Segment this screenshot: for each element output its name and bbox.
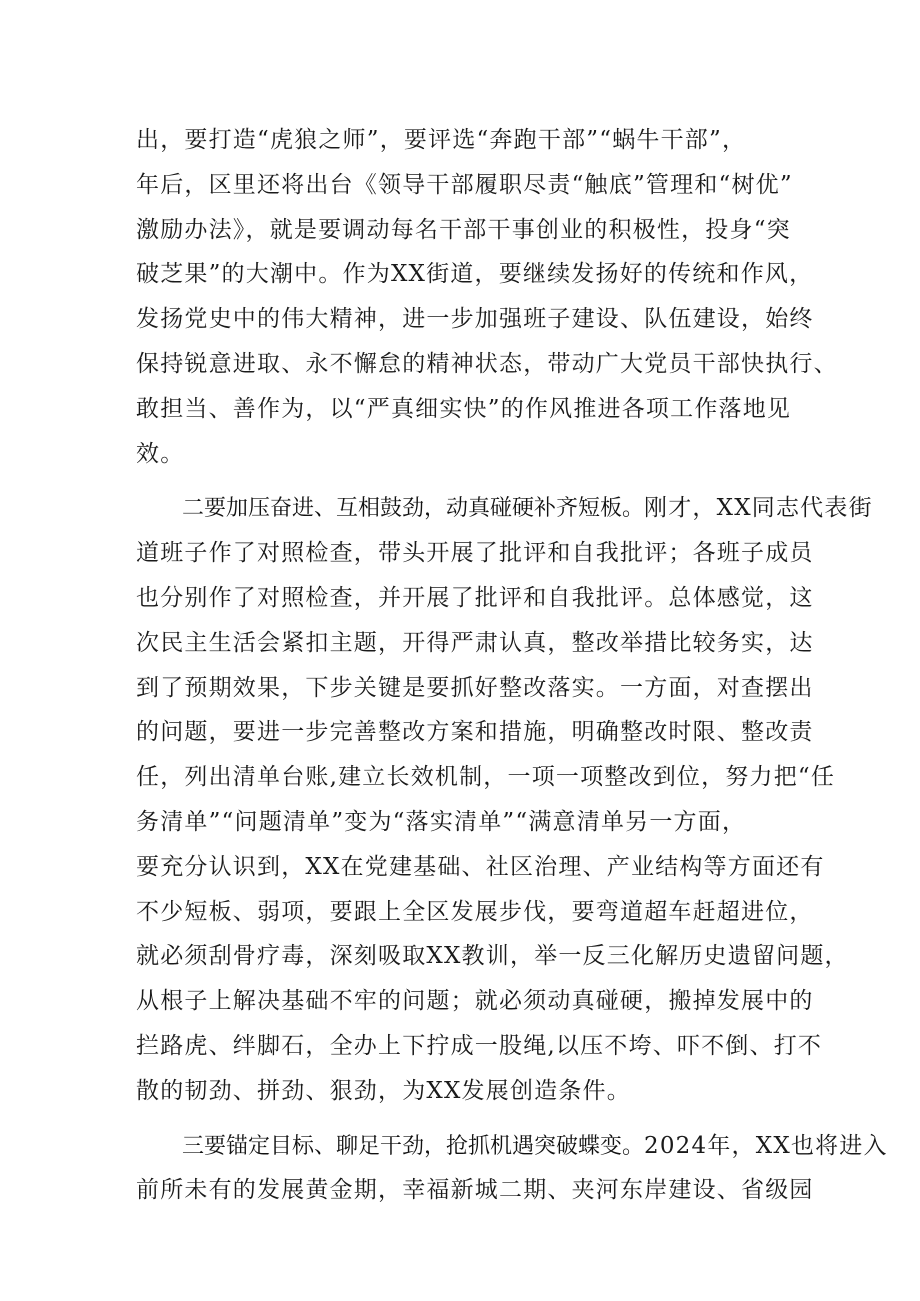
text-line: 保持锐意进取、永不懈怠的精神状态，带动广大党员干部快执行、 xyxy=(136,350,838,377)
text-line: 敢担当、善作为，以“严真细实快”的作风推进各项工作落地见 xyxy=(136,395,792,422)
text-line: 到了预期效果，下步关键是要抓好整改落实。一方面，对查摆出 xyxy=(136,674,814,701)
paragraph-3 xyxy=(136,1124,888,1214)
text-line-first xyxy=(136,486,873,531)
paragraph-1 xyxy=(136,118,838,476)
text-run: 2024年，XX也将进入 xyxy=(644,1132,888,1159)
paragraph-heading: 二要加压奋进、互相鼓劲，动真碰硬补齐短板。 xyxy=(182,496,645,522)
document-body xyxy=(136,118,888,1213)
text-line: 效。 xyxy=(136,440,185,467)
text-line: 年后，区里还将出台《领导干部履职尽责“触底”管理和“树优” xyxy=(136,171,793,198)
text-line: 就必须刮骨疗毒，深刻吸取XX教训，举一反三化解历史遗留问题， xyxy=(136,943,849,970)
text-line: 拦路虎、绊脚石，全办上下拧成一股绳,以压不垮、吓不倒、打不 xyxy=(136,1032,823,1059)
text-run: 刚才，XX同志代表街 xyxy=(644,495,873,522)
text-line: 也分别作了对照检查，并开展了批评和自我批评。总体感觉，这 xyxy=(136,584,814,611)
text-line: 激励办法》，就是要调动每名干部干事创业的积极性，投身“突 xyxy=(136,216,791,243)
paragraph-gap xyxy=(136,476,792,486)
text-line: 不少短板、弱项，要跟上全区发展步伐，要弯道超车赶超进位， xyxy=(136,898,814,925)
text-line: 要充分认识到，XX在党建基础、社区治理、产业结构等方面还有 xyxy=(136,853,825,880)
text-line: 发扬党史中的伟大精神，进一步加强班子建设、队伍建设，始终 xyxy=(136,306,814,333)
text-line-first xyxy=(136,1124,888,1169)
text-line: 次民主生活会紧扣主题，开得严肃认真，整改举措比较务实，达 xyxy=(136,629,814,656)
text-line: 的问题，要进一步完善整改方案和措施，明确整改时限、整改责 xyxy=(136,719,814,746)
text-line: 出，要打造“虎狼之师”，要评选“奔跑干部”“蜗牛干部”， xyxy=(136,127,747,153)
paragraph-2 xyxy=(136,486,873,1113)
paragraph-heading: 三要锚定目标、聊足干劲，抢抓机遇突破蝶变。 xyxy=(182,1133,645,1159)
text-line: 道班子作了对照检查，带头开展了批评和自我批评；各班子成员 xyxy=(136,540,814,567)
text-line: 从根子上解决基础不牢的问题；就必须动真碰硬，搬掉发展中的 xyxy=(136,988,814,1015)
text-line: 务清单”“问题清单”变为“落实清单”“满意清单另一方面， xyxy=(136,808,747,835)
text-line: 前所未有的发展黄金期，幸福新城二期、夹河东岸建设、省级园 xyxy=(136,1177,814,1204)
text-line: 破芝果”的大潮中。作为XX街道，要继续发扬好的传统和作风， xyxy=(136,261,814,288)
text-line: 散的韧劲、拼劲、狠劲，为XX发展创造条件。 xyxy=(136,1077,631,1104)
paragraph-gap xyxy=(136,1114,792,1124)
text-line: 任，列出清单台账,建立长效机制，一项一项整改到位，努力把“任 xyxy=(136,764,836,791)
